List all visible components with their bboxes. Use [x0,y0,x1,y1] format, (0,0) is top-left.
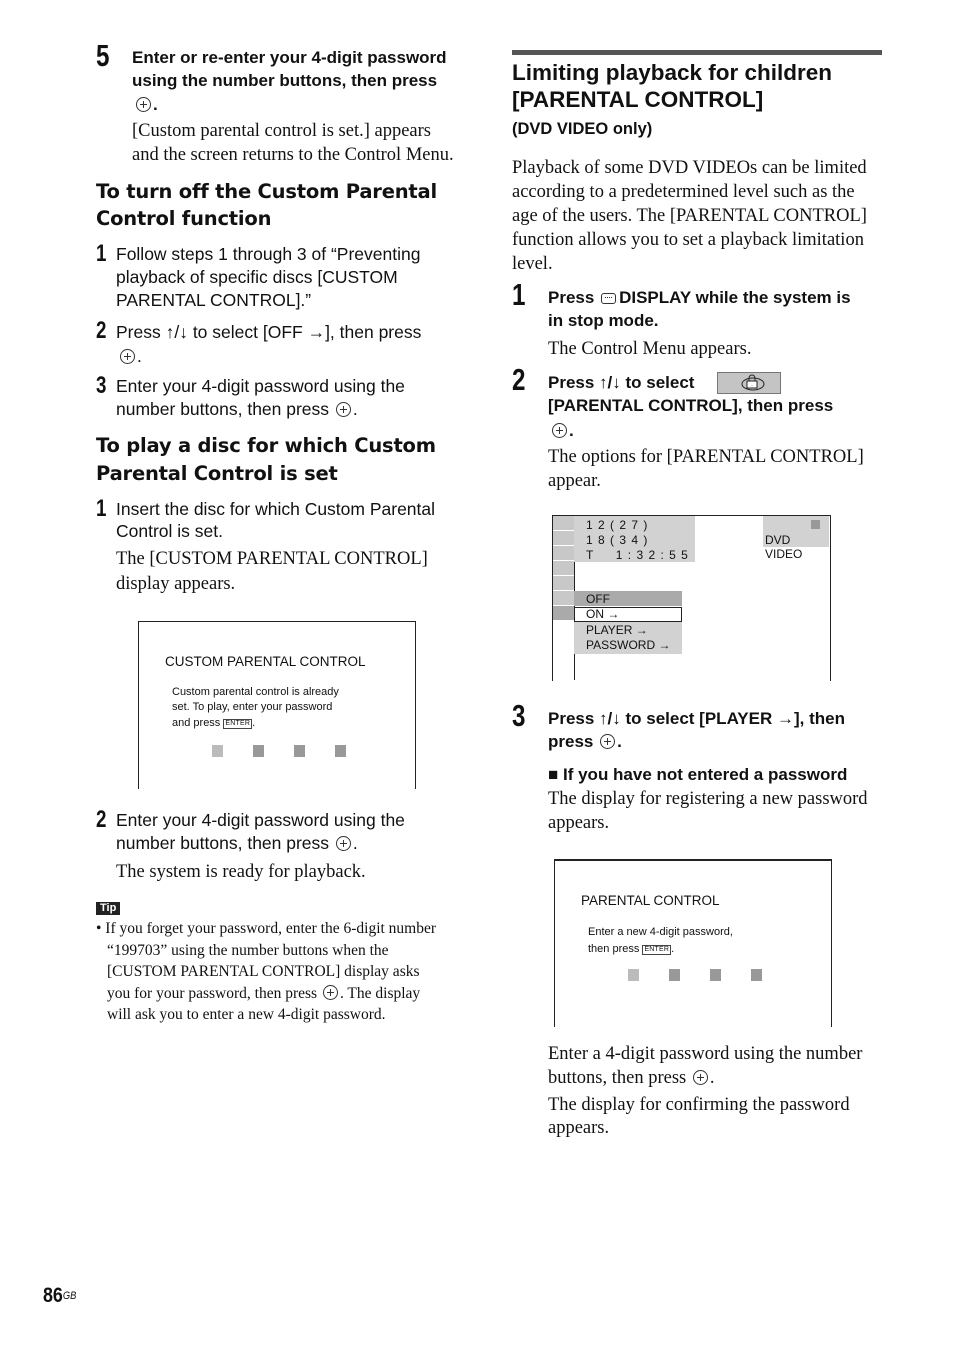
section-heading: To turn off the Custom Parental [96,180,438,203]
chapter-indicator: 1 8 ( 3 4 ) [586,533,649,547]
section-title: Limiting playback for children [512,60,833,85]
step-text: Press ↑/↓ to select [OFF →], then press [116,322,422,342]
step-result: appear. [548,471,601,491]
option-player[interactable]: PLAYER → [586,623,648,637]
step-result: [Custom parental control is set.] appears [132,121,431,141]
step-result: The Control Menu appears. [548,339,752,359]
step-text: Enter or re-enter your 4-digit password [132,48,447,67]
menu-icon-cell [553,531,574,546]
step-text: PARENTAL CONTROL].” [116,290,312,310]
step-text: [PARENTAL CONTROL], then press [548,396,834,415]
password-digit-slot [253,745,264,757]
step-result: Enter a 4-digit password using the number [548,1044,863,1064]
step-result: and the screen returns to the Control Menu. [132,145,454,165]
step-text: Press ↑/↓ to select [PLAYER →], then [548,709,845,728]
step-text: Press DISPLAY while the system is [548,288,851,307]
enter-icon [323,985,338,1000]
enter-icon [552,423,567,438]
enter-key-icon: ENTER [644,946,670,953]
disc-type-badge: DVD VIDEO [765,533,803,561]
enter-icon [120,349,135,364]
password-digit-slot [294,745,305,757]
step-text: number buttons, then press . [116,399,358,419]
screen-title: PARENTAL CONTROL [581,893,720,908]
section-heading: Parental Control is set [96,462,338,485]
menu-divider [553,621,574,622]
step-number: 5 [96,38,110,73]
page-suffix: GB [62,1290,77,1302]
step-number: 3 [96,372,107,399]
step-text: in stop mode. [548,311,659,330]
screen-message: and press ENTER . [172,717,256,729]
password-digit-slot [669,969,680,981]
step-number: 1 [96,240,107,267]
enter-icon [136,97,151,112]
title-indicator: 1 2 ( 2 7 ) [586,518,649,532]
custom-parental-control-screen [138,621,416,789]
step-text: Enter your 4-digit password using the [116,810,405,830]
enter-icon [336,836,351,851]
password-digit-slot [212,745,223,757]
section-heading: To play a disc for which Custom [96,434,436,457]
step-text: Press ↑/↓ to select [548,373,695,392]
enter-key-icon: ENTER [225,720,251,727]
menu-icon-cell [553,516,574,531]
step-number: 2 [96,806,107,833]
intro-paragraph: Playback of some DVD VIDEOs can be limited according to a predetermined level such as the age of the users. The [PARENTAL CONTROL] function allows you to set a playback limitation level. [512,158,867,274]
tip-label: Tip [96,902,120,915]
section-heading: Control function [96,207,272,230]
tip-text: • If you forget your password, enter the 6-digit number “199703” using the number buttons when the [CUSTOM PARENTAL CONTROL] display asks you for your password, then press . The display will ask you to enter a new 4-digit password. [96,920,437,1023]
step-text: press . [548,732,622,751]
screen-message: set. To play, enter your password [172,701,333,713]
control-menu-screen [552,515,831,681]
step-text: number buttons, then press . [116,833,358,853]
section-title: [PARENTAL CONTROL] [512,87,764,112]
option-off[interactable]: OFF [586,592,610,606]
step-number: 2 [96,317,107,344]
section-subtitle: (DVD VIDEO only) [512,120,653,138]
stop-icon [811,520,820,529]
step-number: 1 [512,277,526,312]
menu-icon-cell [553,576,574,591]
menu-icon-column [553,516,575,680]
step-result: appears. [548,813,610,833]
screen-title: CUSTOM PARENTAL CONTROL [165,654,366,669]
step-text: . [134,93,158,116]
screen-message: then press ENTER . [588,943,675,955]
screen-message: Custom parental control is already [172,686,339,698]
page-number: $86^{GB}$ [43,1284,77,1307]
step-result: display appears. [116,574,236,594]
step-text: Insert the disc for which Custom Parental [116,499,436,519]
step-text: using the number buttons, then press [132,71,438,90]
step-result: The [CUSTOM PARENTAL CONTROL] [116,549,428,569]
password-digit-slot [751,969,762,981]
svg-text:·: · [751,383,753,389]
menu-icon-cell [553,591,574,606]
step-number: 2 [512,362,526,397]
step-result: The display for registering a new password [548,789,868,809]
step-number: 3 [512,698,526,733]
step-result: The display for confirming the password [548,1095,850,1115]
display-icon [601,293,616,304]
step-text: Follow steps 1 through 3 of “Preventing [116,244,421,264]
step-result: The system is ready for playback. [116,862,366,882]
step-text: . [550,419,574,442]
note-heading: ■ If you have not entered a password [548,765,848,784]
step-text: Enter your 4-digit password using the [116,376,405,396]
parental-control-password-screen [554,859,832,1027]
step-result: appears. [548,1118,610,1138]
step-text: playback of specific discs [CUSTOM [116,267,398,287]
step-result: buttons, then press . [548,1068,715,1088]
screen-message: Enter a new 4-digit password, [588,926,733,938]
time-indicator: T 1 : 3 2 : 5 5 [586,548,689,562]
enter-icon [693,1070,708,1085]
step-text: Control is set. [116,521,223,541]
password-digit-slot [710,969,721,981]
menu-icon-cell-selected [553,606,574,621]
section-rule [512,50,882,55]
option-on[interactable]: ON → [586,607,620,621]
enter-icon [336,402,351,417]
enter-icon [600,734,615,749]
menu-icon-cell [553,546,574,561]
menu-icon-cell [553,561,574,576]
step-number: 1 [96,495,107,522]
password-digit-slot [628,969,639,981]
step-result: The options for [PARENTAL CONTROL] [548,447,864,467]
option-password[interactable]: PASSWORD → [586,638,671,652]
step-text: . [118,345,142,368]
password-digit-slot [335,745,346,757]
parental-control-lock-icon [717,372,781,394]
